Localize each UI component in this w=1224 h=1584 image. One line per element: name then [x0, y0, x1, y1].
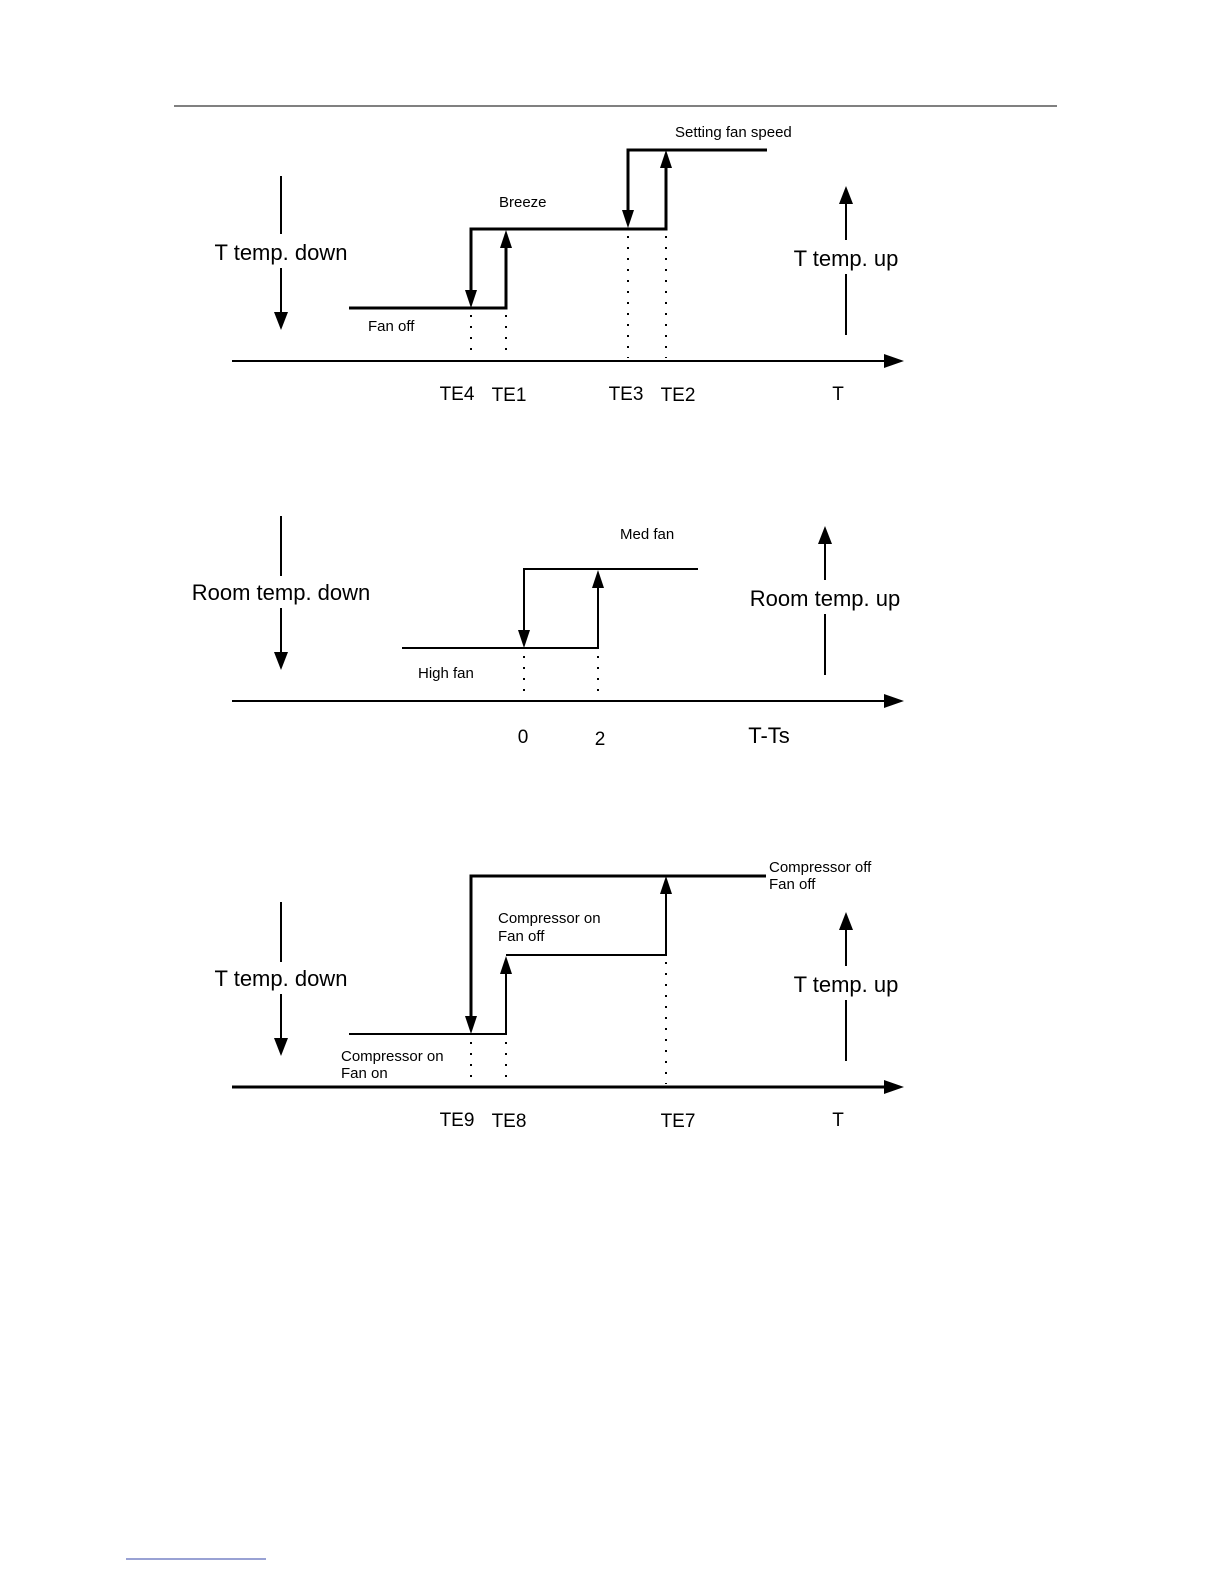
- level-compressor-off-fan-off: [471, 876, 766, 1022]
- rise-arrowhead-2: [592, 570, 604, 588]
- state-compressor-on-fan-off-line2: Fan off: [498, 928, 545, 945]
- rise-arrowhead-te2: [660, 150, 672, 168]
- threshold-2: 2: [594, 729, 606, 750]
- temp-down-arrowhead: [274, 312, 288, 330]
- temp-down-label: T temp. down: [214, 966, 348, 991]
- temp-down-arrowhead: [274, 1038, 288, 1056]
- state-compressor-on-fan-on-line2: Fan on: [341, 1065, 388, 1082]
- axis-label-t-ts: T-Ts: [748, 723, 790, 748]
- threshold-te1: TE1: [491, 385, 527, 406]
- diagram-fan-control: [215, 124, 904, 406]
- diagram-room-fan: [192, 516, 904, 750]
- threshold-te2: TE2: [660, 385, 696, 406]
- threshold-te4: TE4: [439, 384, 475, 405]
- fan-off-level: [349, 234, 506, 308]
- axis-label-t: T: [832, 1110, 844, 1131]
- rise-arrowhead-te1: [500, 230, 512, 248]
- temp-down-label: T temp. down: [214, 240, 348, 265]
- axis-label-t: T: [832, 384, 844, 405]
- temp-up-arrowhead: [839, 912, 853, 930]
- threshold-te3: TE3: [608, 384, 644, 405]
- state-med-fan: Med fan: [620, 526, 675, 543]
- threshold-te9: TE9: [439, 1110, 475, 1131]
- level-compressor-on-fan-on: [349, 960, 506, 1034]
- state-compressor-on-fan-off-line1: Compressor on: [498, 910, 601, 927]
- fall-arrowhead-te9: [465, 1016, 477, 1034]
- temp-down-arrowhead: [274, 652, 288, 670]
- high-fan-level: [402, 574, 598, 648]
- x-axis-arrowhead: [884, 1080, 904, 1094]
- temp-up-label: T temp. up: [793, 246, 899, 271]
- rise-arrowhead-te7: [660, 876, 672, 894]
- state-compressor-on-fan-on-line1: Compressor on: [341, 1048, 444, 1065]
- fall-arrowhead-te3: [622, 210, 634, 228]
- setting-speed-level: [628, 150, 767, 216]
- state-compressor-off-fan-off-line2: Fan off: [769, 876, 816, 893]
- med-fan-level: [524, 569, 698, 636]
- x-axis-arrowhead: [884, 694, 904, 708]
- temp-up-arrowhead: [839, 186, 853, 204]
- temp-up-arrowhead: [818, 526, 832, 544]
- state-compressor-off-fan-off-line1: Compressor off: [769, 859, 872, 876]
- temp-down-label: Room temp. down: [191, 580, 371, 605]
- fall-arrowhead-0: [518, 630, 530, 648]
- temp-up-label: Room temp. up: [749, 586, 901, 611]
- threshold-te7: TE7: [660, 1111, 696, 1132]
- diagram-compressor-control: [215, 859, 904, 1132]
- x-axis-arrowhead: [884, 354, 904, 368]
- temp-up-label: T temp. up: [793, 972, 899, 997]
- threshold-0: 0: [517, 727, 529, 748]
- fall-arrowhead-te4: [465, 290, 477, 308]
- state-breeze: Breeze: [499, 194, 547, 211]
- rise-arrowhead-te8: [500, 956, 512, 974]
- threshold-te8: TE8: [491, 1111, 527, 1132]
- breeze-level: [471, 154, 666, 296]
- state-fan-off: Fan off: [368, 318, 415, 335]
- state-high-fan: High fan: [418, 665, 474, 682]
- state-setting-fan-speed: Setting fan speed: [675, 124, 792, 141]
